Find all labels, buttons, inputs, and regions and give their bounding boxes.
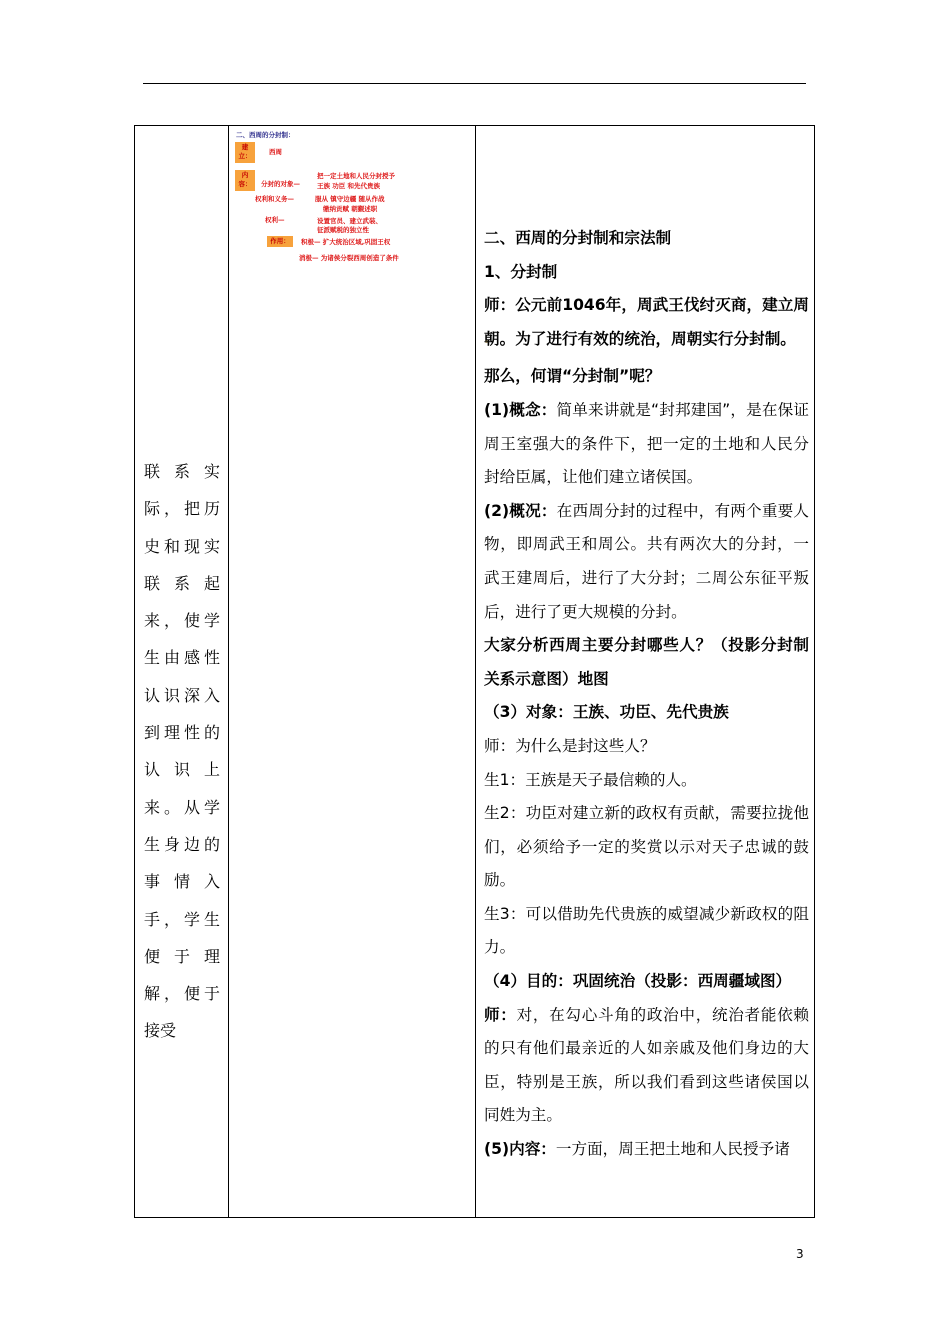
- intent-line: 生由感性: [144, 648, 220, 668]
- paragraph: (2)概况：在西周分封的过程中，有两个重要人物，即周武王和周公。共有两次大的分封，一武王建周后，进行了大分封；二周公东征平叛后，进行了更大规模的分封。: [484, 501, 809, 621]
- slide-text: 消极— 为诸侯分裂西周创造了条件: [299, 254, 399, 262]
- paragraph: （3）对象：王族、功臣、先代贵族: [484, 703, 729, 722]
- intent-line: 认识深入: [144, 685, 220, 705]
- slide-box-established: 建 立：: [235, 142, 255, 163]
- paragraph: （4）目的：巩固统治（投影：西周疆域图）: [484, 972, 792, 991]
- paragraph: 大家分析西周主要分封哪些人？（投影分封制关系示意图）地图: [484, 636, 809, 688]
- page-number: 3: [796, 1247, 804, 1261]
- slide-label-rights: 权利—: [265, 216, 285, 224]
- intent-line: 来。从学: [144, 797, 220, 817]
- slide-text: 积极— 扩大统治区域,巩固王权: [301, 238, 391, 246]
- slide-title: 二、西周的分封制：: [236, 131, 295, 139]
- intent-line: 手，学生: [144, 909, 220, 929]
- intent-line: 史和现实: [144, 536, 220, 556]
- design-intent-column: [144, 453, 220, 1050]
- intent-line: 生身边的: [144, 834, 220, 854]
- paragraph: 师：公元前1046年，周武王伐纣灭商，建立周朝。为了进行有效的统治，周朝实行分封制。: [484, 296, 809, 348]
- intent-line: 联系起: [144, 573, 220, 593]
- paragraph: 师：为什么是封这些人？: [484, 736, 656, 755]
- slide-thumbnail: [233, 128, 433, 266]
- paragraph: 那么，何谓“分封制”呢？: [484, 367, 661, 386]
- intent-line: 解，便于: [144, 984, 220, 1004]
- intent-line: 接受: [144, 1021, 177, 1041]
- intent-line: 联系实: [144, 462, 220, 481]
- paragraph: 生1：王族是天子最信赖的人。: [484, 770, 697, 789]
- column-divider: [228, 126, 229, 1217]
- paragraph: (1)概念：简单来讲就是“封邦建国”，是在保证周王室强大的条件下，把一定的土地和人民分封给臣属，让他们建立诸侯国。: [484, 400, 809, 487]
- lesson-content-column: [484, 222, 809, 1167]
- paragraph: 生3：可以借助先代贵族的威望减少新政权的阻力。: [484, 904, 809, 957]
- intent-line: 便于理: [144, 946, 220, 966]
- slide-text: 把一定土地和人民分封授予: [317, 172, 395, 180]
- slide-label-duty: 权利和义务—: [255, 195, 294, 203]
- subsection-heading: 1、分封制: [484, 262, 558, 281]
- intent-line: 际，把历: [144, 499, 220, 519]
- paragraph: 生2：功臣对建立新的政权有贡献，需要拉拢他们，必须给予一定的奖赏以示对天子忠诚的鼓励。: [484, 804, 809, 890]
- header-rule: [143, 83, 806, 84]
- section-heading: 二、西周的分封制和宗法制: [484, 229, 672, 247]
- intent-line: 到理性的: [144, 723, 220, 743]
- column-divider: [475, 126, 476, 1217]
- slide-text: 王族 功臣 和先代贵族: [317, 182, 381, 190]
- intent-line: 事情入: [144, 872, 220, 892]
- slide-text: 服从 镇守边疆 随从作战: [315, 195, 385, 203]
- slide-text: 设置官员、建立武装、: [317, 217, 382, 225]
- intent-line: 来，使学: [144, 611, 220, 631]
- slide-text: 缴纳贡赋 朝觐述职: [323, 205, 378, 213]
- slide-box-content: 内 容：: [235, 170, 255, 191]
- slide-box-effect: 作用：: [267, 236, 293, 247]
- paragraph: (5)内容：一方面，周王把土地和人民授予诸: [484, 1140, 790, 1159]
- slide-value-established: 西周: [269, 148, 282, 156]
- paragraph: 师：对，在勾心斗角的政治中，统治者能依赖的只有他们最亲近的人如亲戚及他们身边的大臣，特别是王族，所以我们看到这些诸侯国以同姓为主。: [484, 1005, 809, 1125]
- slide-text: 征派赋税的独立性: [317, 226, 369, 234]
- slide-label-objects: 分封的对象—: [261, 180, 300, 188]
- intent-line: 认识上: [144, 760, 220, 780]
